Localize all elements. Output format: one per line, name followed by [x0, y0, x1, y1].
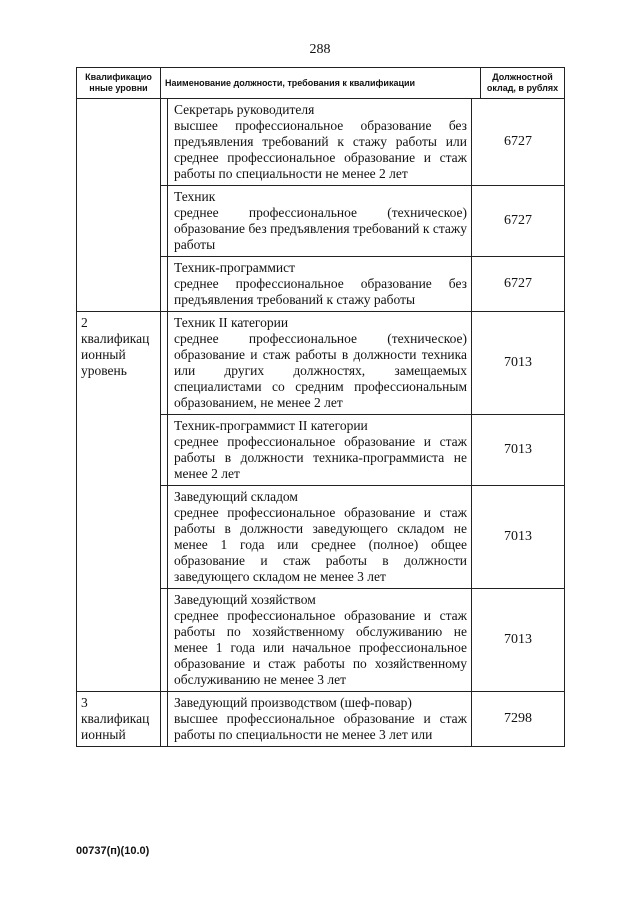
position-requirements: среднее профессиональное образование и стаж работы по хозяйственному обслуживанию не менее 1 года или начальное профессиональное образование и стаж работы по хозяйственному обслуживанию не менее 3 лет — [174, 608, 467, 687]
position-entry — [161, 485, 564, 588]
position-title: Техник — [174, 189, 216, 204]
position-entry — [161, 414, 564, 485]
position-list — [161, 692, 565, 747]
position-requirements: среднее профессиональное образование без предъявления требований к стажу работы — [174, 276, 467, 307]
position-description — [167, 186, 471, 256]
position-list — [161, 99, 565, 312]
salary-value: 6727 — [471, 186, 564, 256]
position-title: Секретарь руководителя — [174, 102, 315, 117]
header-level: Квалификацио нные уровни — [77, 68, 161, 99]
position-description — [167, 692, 471, 746]
position-description — [167, 257, 471, 311]
salary-value: 7013 — [471, 415, 564, 485]
position-title: Техник-программист — [174, 260, 296, 275]
position-title: Заведующий хозяйством — [174, 592, 316, 607]
position-requirements: среднее профессиональное (техническое) образование и стаж работы в должности техника или других должностях, замещаемых специалистами со средним профессиональным образованием, не менее 2 лет — [174, 331, 467, 410]
position-requirements: среднее профессиональное образование и стаж работы в должности техника-программиста не менее 2 лет — [174, 434, 467, 481]
position-title: Заведующий складом — [174, 489, 298, 504]
position-entry — [161, 692, 564, 746]
position-description — [167, 312, 471, 414]
position-title: Техник II категории — [174, 315, 289, 330]
salary-value: 7298 — [471, 692, 564, 746]
level-group-row — [77, 99, 565, 312]
level-group-row — [77, 692, 565, 747]
position-title: Техник-программист II категории — [174, 418, 368, 433]
page-number: 288 — [309, 42, 331, 57]
position-description — [167, 99, 471, 185]
position-requirements: высшее профессиональное образование без предъявления требований к стажу работы или среднее профессиональное образование и стаж работы по специальности не менее 2 лет — [174, 118, 467, 181]
header-position: Наименование должности, требования к квалификации — [161, 68, 481, 99]
position-title: Заведующий производством (шеф-повар) — [174, 695, 412, 710]
document-code: 00737(п)(10.0) — [76, 845, 150, 857]
salary-value: 7013 — [471, 486, 564, 588]
position-requirements: среднее профессиональное (техническое) образование без предъявления требований к стажу работы — [174, 205, 467, 252]
qualification-level: 3 квалификац ионный — [77, 692, 161, 747]
salary-value: 7013 — [471, 589, 564, 691]
position-requirements: высшее профессиональное образование и стаж работы по специальности не менее 3 лет или — [174, 711, 467, 742]
position-entry — [161, 185, 564, 256]
salary-value: 6727 — [471, 99, 564, 185]
position-entry — [161, 312, 564, 414]
level-group-row — [77, 312, 565, 692]
position-description — [167, 415, 471, 485]
salary-table — [76, 67, 565, 747]
position-list — [161, 312, 565, 692]
position-requirements: среднее профессиональное образование и стаж работы в должности заведующего складом не менее 1 года или среднее (полное) общее образование и стаж работы в должности заведующего складом не менее 3 лет — [174, 505, 467, 584]
position-entry — [161, 256, 564, 311]
salary-value: 7013 — [471, 312, 564, 414]
position-entry — [161, 99, 564, 185]
qualification-level: 2 квалификац ионный уровень — [77, 312, 161, 692]
position-description — [167, 486, 471, 588]
salary-value: 6727 — [471, 257, 564, 311]
position-entry — [161, 588, 564, 691]
qualification-level — [77, 99, 161, 312]
header-row — [77, 68, 565, 99]
position-description — [167, 589, 471, 691]
header-salary: Должностной оклад, в рублях — [481, 68, 565, 99]
